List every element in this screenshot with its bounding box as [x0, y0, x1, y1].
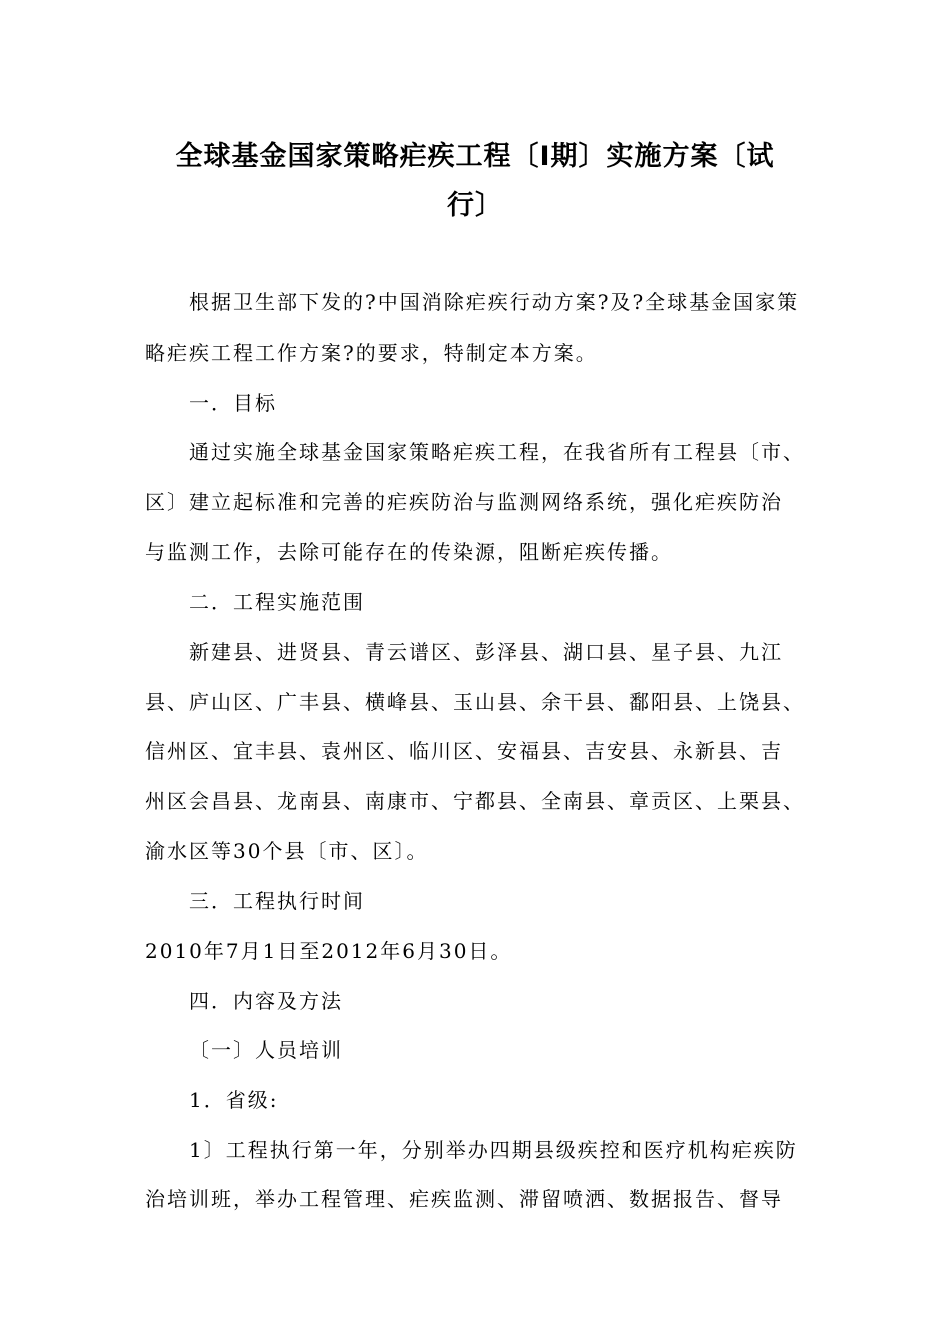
section-heading-goal: 一．目标 [189, 391, 277, 415]
paragraph-line: 新建县、进贤县、青云谱区、彭泽县、湖口县、星子县、九江 [189, 640, 783, 664]
paragraph-line: 信州区、宜丰县、袁州区、临川区、安福县、吉安县、永新县、吉 [145, 739, 783, 763]
paragraph-line: 根据卫生部下发的?中国消除疟疾行动方案?及?全球基金国家策 [189, 290, 800, 314]
paragraph-line: 渝水区等30个县〔市、区〕。 [145, 839, 429, 863]
paragraph-line: 县、庐山区、广丰县、横峰县、玉山县、余干县、鄱阳县、上饶县、 [145, 690, 805, 714]
paragraph-line: 1〕工程执行第一年，分别举办四期县级疾控和医疗机构疟疾防 [189, 1138, 798, 1162]
section-heading-scope: 二．工程实施范围 [189, 590, 365, 614]
paragraph-line: 通过实施全球基金国家策略疟疾工程，在我省所有工程县〔市、 [189, 440, 805, 464]
paragraph-line: 略疟疾工程工作方案?的要求，特制定本方案。 [145, 341, 598, 365]
paragraph-line: 区〕建立起标准和完善的疟疾防治与监测网络系统，强化疟疾防治 [145, 490, 783, 514]
paragraph-line: 州区会昌县、龙南县、南康市、宁都县、全南县、章贡区、上栗县、 [145, 789, 805, 813]
paragraph-line: 与监测工作，去除可能存在的传染源，阻断疟疾传播。 [145, 540, 673, 564]
list-heading-provincial: 1．省级: [189, 1088, 279, 1112]
paragraph-line: 2010年7月1日至2012年6月30日。 [145, 939, 513, 963]
paragraph-line: 治培训班，举办工程管理、疟疾监测、滞留喷洒、数据报告、督导 [145, 1187, 783, 1211]
section-heading-methods: 四．内容及方法 [189, 989, 343, 1013]
section-heading-time: 三．工程执行时间 [189, 889, 365, 913]
document-title-line-1: 全球基金国家策略疟疾工程〔I期〕实施方案〔试 [175, 141, 775, 172]
subsection-heading-training: 〔一〕人员培训 [189, 1038, 343, 1062]
document-title-line-2: 行〕 [447, 190, 503, 221]
